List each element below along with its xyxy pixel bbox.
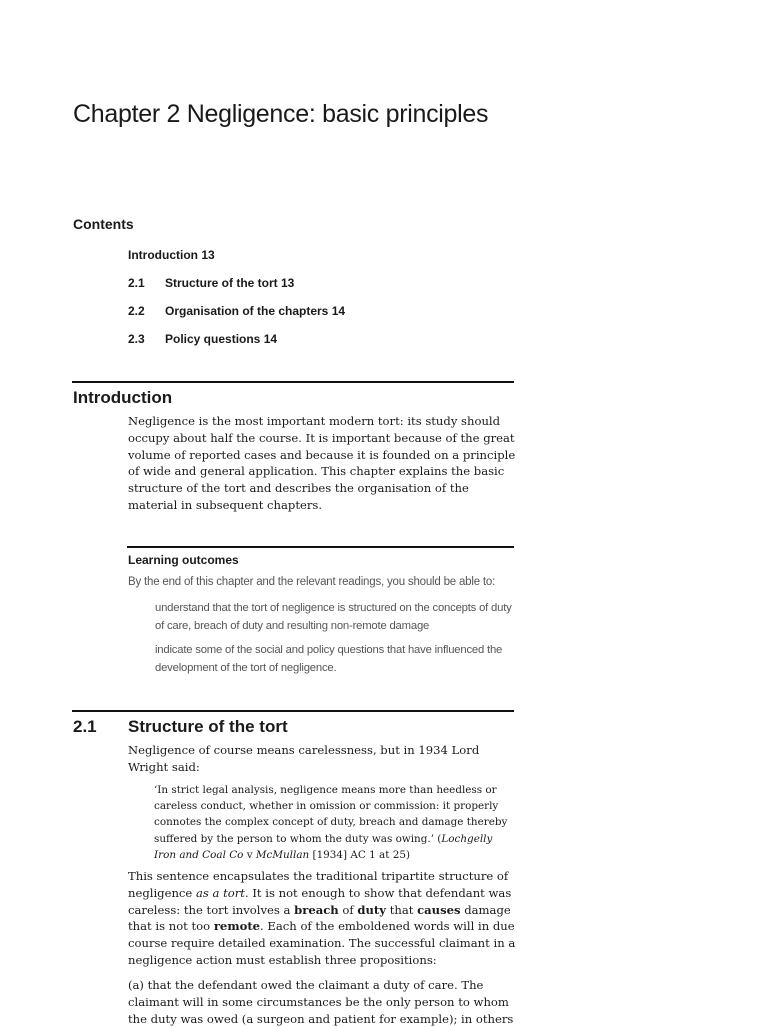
section-title: Structure of the tort	[128, 717, 288, 736]
text: damage that is not too	[128, 902, 511, 934]
emphasis: as a tort	[195, 885, 245, 900]
toc-item-2-2[interactable]	[128, 302, 345, 330]
case-name: McMullan	[255, 848, 310, 861]
introduction-paragraph: Negligence is the most important modern tort: its study should occupy about half the course. It is important because of the great volume of reported cases and because it is founded on a principle of wide and general application. This chapter explains the basic structure of the tort and describes the organisation of the material in subsequent chapters.	[128, 414, 516, 512]
text: of	[338, 902, 358, 917]
text: that	[386, 902, 418, 917]
table-of-contents	[128, 246, 345, 358]
toc-item-number: 2.1	[128, 276, 145, 290]
toc-item-number: 2.3	[128, 332, 145, 346]
toc-item-label: Policy questions 14	[165, 332, 278, 346]
bold-term: duty	[357, 902, 387, 917]
toc-item-label: Introduction 13	[128, 248, 215, 262]
section-number: 2.1	[73, 717, 97, 736]
case-versus: v	[243, 848, 256, 861]
section-2-1-heading	[73, 717, 288, 737]
toc-item-introduction[interactable]	[128, 246, 345, 274]
list-item: understand that the tort of negligence is structured on the concepts of duty of care, breach of duty and resulting non-remote damage	[155, 602, 512, 632]
section-2-1-divider	[72, 710, 514, 712]
text: This sentence encapsulates the traditional tripartite structure of negligence	[128, 869, 509, 900]
text: . It is not enough to show that defendant was careless: the tort involves a	[128, 885, 512, 917]
case-citation: [1934] AC 1 at 25)	[309, 848, 410, 861]
chapter-title: Chapter 2 Negligence: basic principles	[73, 100, 489, 128]
learning-outcomes-list	[155, 600, 515, 684]
introduction-divider	[72, 381, 514, 383]
text: . Each of the emboldened words will in due course require detailed examination. The successful claimant in a negligence action must establish three propositions:	[128, 919, 516, 967]
list-item: indicate some of the social and policy questions that have influenced the development of the tort of negligence.	[155, 644, 503, 674]
bold-term: breach	[294, 902, 339, 917]
toc-item-2-1[interactable]	[128, 274, 345, 302]
quote-text: ‘In strict legal analysis, negligence means more than heedless or careless conduct, whether in omission or commission: it properly connotes the complex concept of duty, breach and damage thereby suffered by the person to whom the duty was owing.’ (	[154, 784, 508, 845]
learning-outcomes-intro: By the end of this chapter and the relevant readings, you should be able to:	[128, 576, 496, 588]
section-2-1-paragraph-3: (a) that the defendant owed the claimant a duty of care. The claimant will in some circumstances be the only person to whom the duty was owed (a surgeon and patient for example); in others	[128, 978, 514, 1026]
toc-item-label: Organisation of the chapters 14	[165, 304, 346, 318]
contents-heading: Contents	[73, 216, 134, 232]
learning-outcomes-heading: Learning outcomes	[128, 553, 239, 567]
lord-wright-quote	[154, 782, 514, 863]
toc-item-label: Structure of the tort 13	[165, 276, 295, 290]
case-name: Lochgelly Iron and Coal Co	[154, 832, 493, 861]
section-2-1-intro: Negligence of course means carelessness, but in 1934 Lord Wright said:	[128, 743, 480, 774]
learning-outcomes-divider	[127, 546, 514, 548]
section-2-1-paragraph-2	[128, 868, 516, 969]
bold-term: remote	[213, 919, 261, 934]
bold-term: causes	[417, 902, 461, 917]
toc-item-2-3[interactable]	[128, 330, 345, 358]
toc-item-number: 2.2	[128, 304, 145, 318]
introduction-heading: Introduction	[73, 388, 173, 407]
